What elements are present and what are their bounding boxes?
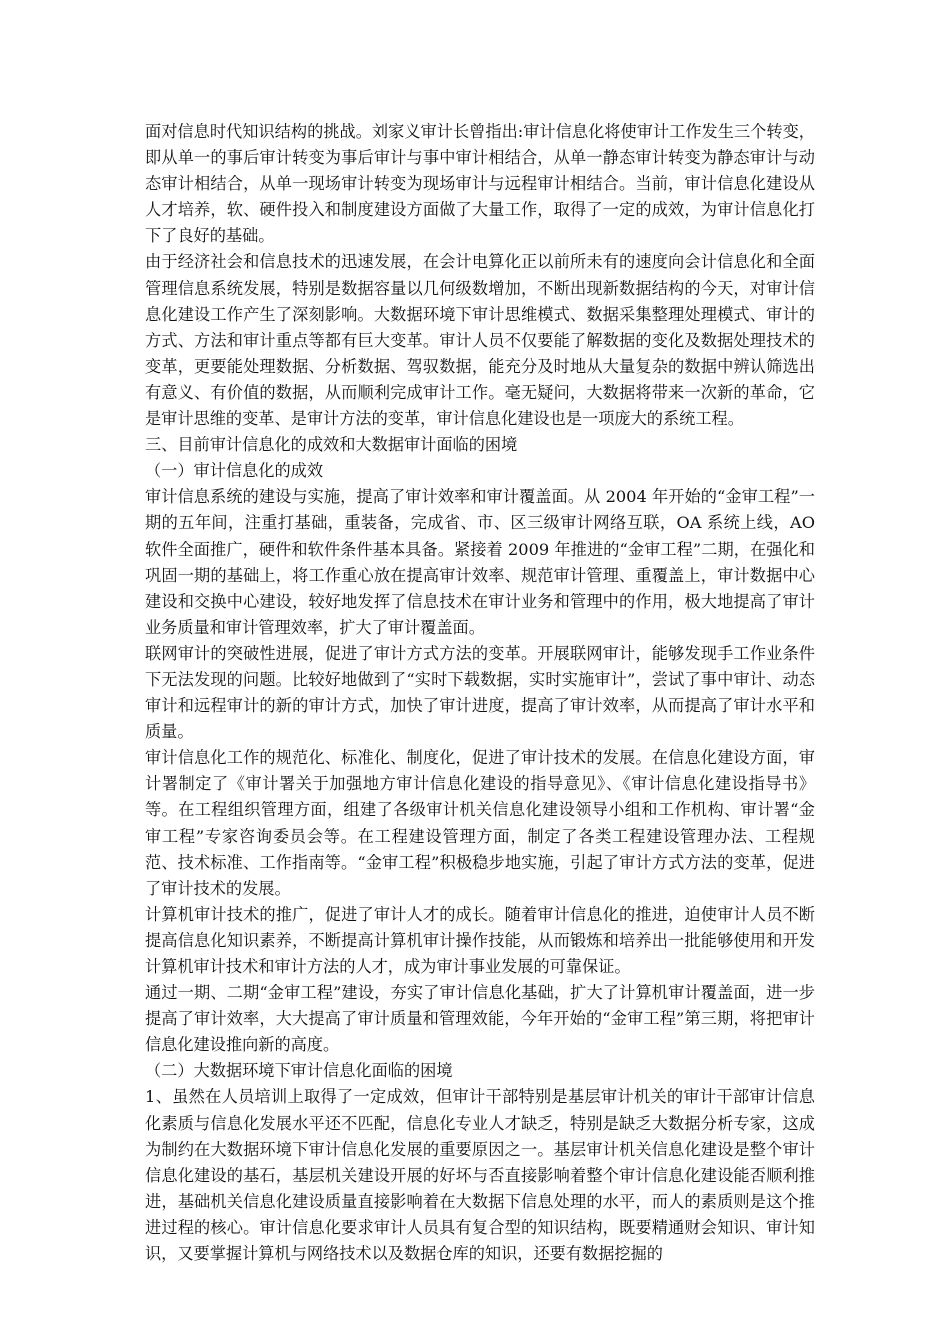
paragraph-3: 审计信息系统的建设与实施，提高了审计效率和审计覆盖面。从 2004 年开始的“金审工程”一期的五年间，注重打基础，重装备，完成省、市、区三级审计网络互联，OA 系统上线，AO 软件全面推广，硬件和软件条件基本具备。紧接着 2009 年推进的“金审工程”二期，在强化和巩固一期的基础上，将工作重心放在提高审计效率、规范审计管理、重覆盖上，审计数据中心建设和交换中心建设，较好地发挥了信息技术在审计业务和管理中的作用，极大地提高了审计业务质量和审计管理效率，扩大了审计覆盖面。 bbox=[145, 487, 815, 637]
document-body bbox=[145, 119, 815, 1267]
paragraph-4: 联网审计的突破性进展，促进了审计方式方法的变革。开展联网审计，能够发现手工作业条件下无法发现的问题。比较好地做到了“实时下载数据，实时实施审计”，尝试了事中审计、动态审计和远程审计的新的审计方式，加快了审计进度，提高了审计效率，从而提高了审计水平和质量。 bbox=[145, 643, 815, 742]
paragraph-7: 通过一期、二期“金审工程”建设，夯实了审计信息化基础，扩大了计算机审计覆盖面，进一步提高了审计效率，大大提高了审计质量和管理效能，今年开始的“金审工程”第三期，将把审计信息化建设推向新的高度。 bbox=[145, 983, 815, 1055]
paragraph-5: 审计信息化工作的规范化、标准化、制度化，促进了审计技术的发展。在信息化建设方面，审计署制定了《审计署关于加强地方审计信息化建设的指导意见》、《审计信息化建设指导书》等。在工程组织管理方面，组建了各级审计机关信息化建设领导小组和工作机构、审计署“金审工程”专家咨询委员会等。在工程建设管理方面，制定了各类工程建设管理办法、工程规范、技术标准、工作指南等。“金审工程”积极稳步地实施，引起了审计方式方法的变革，促进了审计技术的发展。 bbox=[145, 748, 815, 898]
paragraph-1: 面对信息时代知识结构的挑战。刘家义审计长曾指出:审计信息化将使审计工作发生三个转变，即从单一的事后审计转变为事后审计与事中审计相结合，从单一静态审计转变为静态审计与动态审计相结合，从单一现场审计转变为现场审计与远程审计相结合。当前，审计信息化建设从人才培养，软、硬件投入和制度建设方面做了大量工作，取得了一定的成效，为审计信息化打下了良好的基础。 bbox=[145, 122, 815, 246]
subsection-heading-1: （一）审计信息化的成效 bbox=[145, 461, 324, 481]
paragraph-8: 1、虽然在人员培训上取得了一定成效，但审计干部特别是基层审计机关的审计干部审计信息化素质与信息化发展水平还不匹配，信息化专业人才缺乏，特别是缺乏大数据分析专家，这成为制约在大数据环境下审计信息化发展的重要原因之一。基层审计机关信息化建设是整个审计信息化建设的基石，基层机关建设开展的好坏与否直接影响着整个审计信息化建设能否顺利推进，基础机关信息化建设质量直接影响着在大数据下信息处理的水平，而人的素质则是这个推进过程的核心。审计信息化要求审计人员具有复合型的知识结构，既要精通财会知识、审计知识，又要掌握计算机与网络技术以及数据仓库的知识，还要有数据挖掘的 bbox=[145, 1087, 815, 1264]
section-heading-3: 三、目前审计信息化的成效和大数据审计面临的困境 bbox=[145, 435, 518, 455]
paragraph-6: 计算机审计技术的推广，促进了审计人才的成长。随着审计信息化的推进，迫使审计人员不断提高信息化知识素养，不断提高计算机审计操作技能，从而锻炼和培养出一批能够使用和开发计算机审计技术和审计方法的人才，成为审计事业发展的可靠保证。 bbox=[145, 904, 815, 976]
paragraph-2: 由于经济社会和信息技术的迅速发展，在会计电算化正以前所未有的速度向会计信息化和全面管理信息系统发展，特别是数据容量以几何级数增加，不断出现新数据结构的今天，对审计信息化建设工作产生了深刻影响。大数据环境下审计思维模式、数据采集整理处理模式、审计的方式、方法和审计重点等都有巨大变革。审计人员不仅要能了解数据的变化及数据处理技术的变革，更要能处理数据、分析数据、驾驭数据，能充分及时地从大量复杂的数据中辨认筛选出有意义、有价值的数据，从而顺利完成审计工作。毫无疑问，大数据将带来一次新的革命，它是审计思维的变革、是审计方法的变革，审计信息化建设也是一项庞大的系统工程。 bbox=[145, 252, 815, 429]
subsection-heading-2: （二）大数据环境下审计信息化面临的困境 bbox=[145, 1061, 453, 1081]
